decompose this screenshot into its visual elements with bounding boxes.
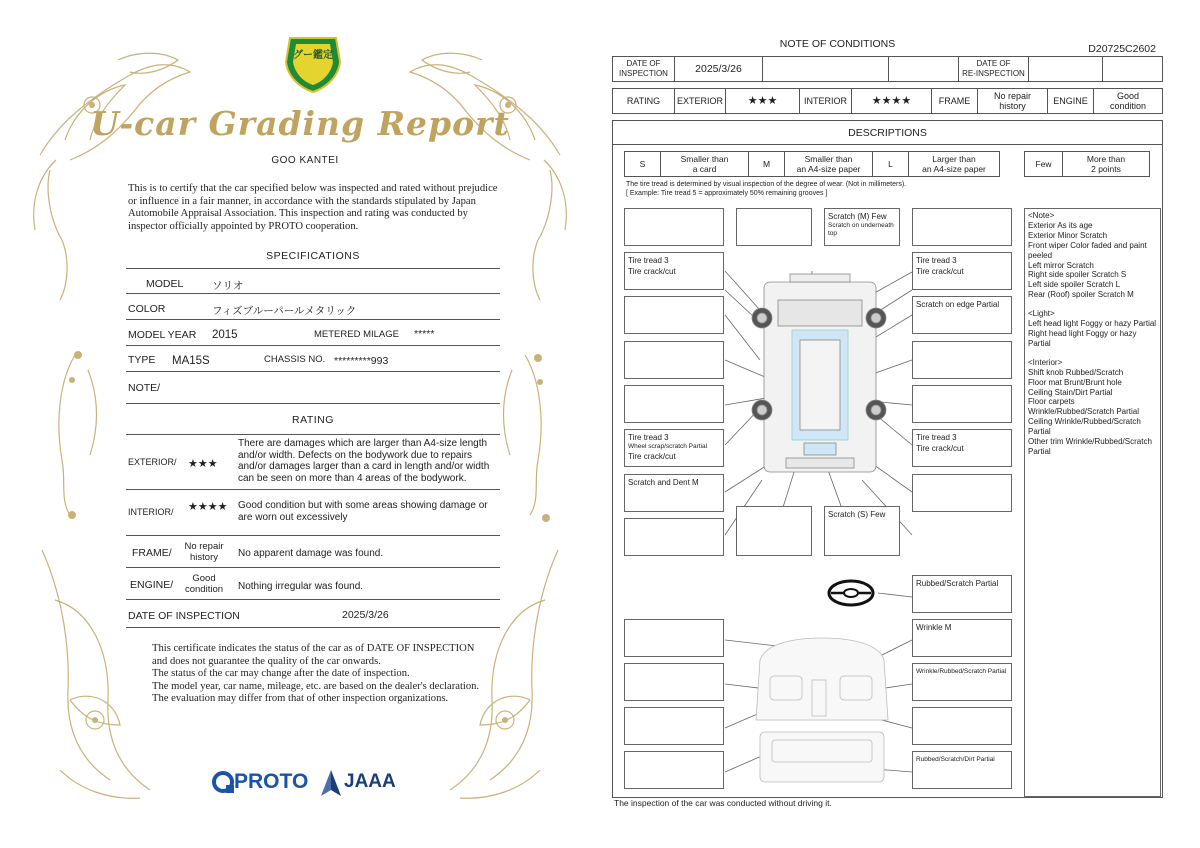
report-subtitle: GOO KANTEI: [271, 155, 339, 166]
footnote-line-1: This certificate indicates the status of the car as of DATE OF INSPECTION and does not guarantee the quality of the car onwards.: [152, 643, 475, 667]
legend-l-desc: Larger than an A4-size paper: [909, 152, 1000, 177]
condition-box-steering: [912, 575, 1012, 613]
car-interior-view-icon: [756, 638, 888, 782]
light-heading: <Light>: [1028, 309, 1055, 319]
specifications-heading: SPECIFICATIONS: [266, 250, 360, 262]
descriptions-heading: DESCRIPTIONS: [613, 121, 1162, 145]
condition-box-rsd: [912, 751, 1012, 789]
rsd-text: Rubbed/Scratch/Dirt Partial: [916, 756, 995, 763]
spec-row-type: [126, 346, 500, 372]
condition-box-wrs: [912, 663, 1012, 701]
condition-box-right-rear-door: [912, 385, 1012, 423]
condition-box-interior-4: [912, 707, 1012, 745]
jaaa-logo-text: JAAA: [344, 771, 396, 792]
note-label: NOTE/: [128, 382, 161, 394]
rating-summary-table: [612, 88, 1163, 114]
rr-crack-text: Tire crack/cut: [916, 444, 964, 453]
note-heading: <Note>: [1028, 211, 1055, 220]
interior-line: Shift knob Rubbed/Scratch: [1028, 367, 1124, 377]
date-inspection-empty: [763, 57, 889, 82]
exterior-label: EXTERIOR/: [128, 457, 177, 467]
conditions-title: NOTE OF CONDITIONS: [779, 38, 896, 50]
condition-box-left-rear-door: [624, 385, 724, 423]
interior-line: Floor mat Brunt/Brunt hole: [1028, 377, 1122, 387]
condition-box-rear-left: [624, 518, 724, 556]
engine-value-line-2: condition: [184, 584, 224, 595]
note-line: Left mirror Scratch: [1028, 260, 1094, 270]
date-reinspection-empty: [1103, 57, 1163, 82]
condition-box-left-rear-quarter: [624, 474, 724, 512]
wrs-text: Wrinkle/Rubbed/Scratch Partial: [916, 668, 1007, 675]
date-inspection-empty-2: [889, 57, 959, 82]
scratch-m-text: Scratch (M) Few: [828, 212, 887, 221]
condition-box-front-right: [912, 208, 1012, 246]
note-line: Right side spoiler Scratch S: [1028, 270, 1127, 280]
condition-box-left-mid: [624, 341, 724, 379]
edge-text: Scratch on edge Partial: [916, 300, 1000, 309]
legend-l: L: [873, 152, 909, 177]
exterior-label: EXTERIOR: [675, 89, 726, 114]
light-line: Left head light Foggy or hazy Partial: [1028, 319, 1157, 329]
interior-line: Ceiling Stain/Dirt Partial: [1028, 387, 1113, 397]
type-value: MA15S: [172, 355, 210, 367]
footnote-line-3: The model year, car name, mileage, etc. are based on the dealer's declaration.: [152, 680, 480, 692]
spec-row-model: [126, 268, 500, 294]
condition-box-rear-centre: [736, 506, 812, 556]
legend-m: M: [749, 152, 785, 177]
color-value: フィズブルーパールメタリック: [212, 305, 357, 317]
scratch-m-sub-2: top: [828, 230, 838, 237]
frame-label: FRAME/: [132, 547, 172, 559]
steering-wheel-icon: [829, 581, 873, 605]
interior-line: Ceiling Wrinkle/Rubbed/Scratch Partial: [1028, 417, 1141, 437]
date-inspection-value: 2025/3/26: [675, 57, 763, 82]
condition-box-left-front-door: [624, 296, 724, 334]
rf-tread-text: Tire tread 3: [916, 256, 957, 265]
wrinkle-m-text: Wrinkle M: [916, 623, 952, 632]
condition-box-right-rear-quarter: [912, 474, 1012, 512]
lr-tread-text: Tire tread 3: [628, 433, 669, 442]
frame-description: No apparent damage was found.: [238, 548, 384, 559]
tread-note-line-1: The tire tread is determined by visual inspection of the degree of wear. (Not in millimeters).: [626, 181, 907, 188]
interior-label: INTERIOR/: [128, 507, 174, 517]
condition-box-wrinkle: [912, 619, 1012, 657]
condition-box-left-front-tire: [624, 252, 724, 290]
rating-label: RATING: [613, 89, 675, 114]
inspection-footer-note: The inspection of the car was conducted without driving it.: [614, 798, 832, 808]
certificate-footnote: [152, 643, 482, 706]
engine-label: ENGINE: [1048, 89, 1094, 114]
condition-box-interior-5: [624, 751, 724, 789]
engine-value: Good condition: [1094, 89, 1163, 114]
frame-value: [176, 541, 232, 563]
condition-box-interior-1: [624, 619, 724, 657]
scratch-s-text: Scratch (S) Few: [828, 510, 886, 519]
metered-milage-value: *****: [414, 328, 435, 340]
car-top-view-icon: [752, 274, 886, 472]
interior-stars: ★★★★: [188, 501, 228, 513]
issuer-logos: [212, 768, 402, 802]
note-line: Exterior As its age: [1028, 220, 1093, 230]
exterior-stars: ★★★: [188, 458, 218, 470]
exterior-description: There are damages which are larger than A4-size length and/or width. Defects on the bodywork due to repairs and/or damages larger than a card in length and/or width can be seen on more than 4 areas of the bodywork.: [238, 438, 490, 484]
interior-stars: ★★★★: [852, 89, 932, 114]
notes-panel: [1024, 208, 1161, 797]
condition-box-front-centre: [736, 208, 812, 246]
tread-note-line-2: [ Example: Tire tread 5 = approximately 50% remaining grooves ]: [626, 190, 828, 197]
interior-label: INTERIOR: [800, 89, 852, 114]
condition-box-right-rear-tire: [912, 429, 1012, 467]
certify-statement: This is to certify that the car specified below was inspected and rated without prejudice or influence in a fair manner, in accordance with the standards stipulated by Japan Automobile Appraisal Association. This inspection and rating was conducted by inspector officially appointed by PROTO cooperation.: [128, 183, 498, 232]
date-reinspection-value: [1029, 57, 1103, 82]
type-label: TYPE: [128, 354, 156, 366]
condition-box-right-edge: [912, 296, 1012, 334]
frame-value: No repair history: [978, 89, 1048, 114]
date-of-inspection-value: 2025/3/26: [342, 609, 389, 621]
scratch-m-sub-1: Scratch on underneath: [828, 222, 894, 229]
report-title: U-car Grading Report: [90, 104, 510, 143]
damage-size-legend: [624, 151, 1000, 177]
model-year-value: 2015: [212, 329, 238, 341]
badge-label: グー鑑定: [293, 50, 333, 61]
proto-logo-icon: [212, 771, 236, 795]
light-line: Right head light Foggy or hazy Partial: [1028, 328, 1137, 348]
condition-box-interior-2: [624, 663, 724, 701]
chassis-value: *********993: [334, 355, 389, 367]
model-year-label: MODEL YEAR: [128, 329, 197, 341]
interior-line: Floor carpets Wrinkle/Rubbed/Scratch Partial: [1028, 397, 1140, 417]
legend-more: More than 2 points: [1063, 152, 1150, 177]
legend-few: Few: [1025, 152, 1063, 177]
dent-text: Scratch and Dent M: [628, 478, 699, 487]
notes-section: [1028, 211, 1157, 300]
condition-box-right-front-tire: [912, 252, 1012, 290]
condition-box-front-left: [624, 208, 724, 246]
frame-value-line-2: history: [190, 552, 218, 563]
rating-heading: RATING: [292, 414, 334, 426]
condition-box-rear-bumper: [824, 506, 900, 556]
engine-label: ENGINE/: [130, 579, 174, 591]
engine-value: [176, 573, 232, 595]
note-of-conditions: [600, 0, 1200, 848]
metered-milage-label: METERED MILAGE: [314, 329, 399, 340]
spec-row-note: [126, 372, 500, 404]
date-inspection-label: DATE OF INSPECTION: [613, 57, 675, 82]
model-value: ソリオ: [212, 280, 244, 292]
frame-value-line-1: No repair: [184, 541, 224, 552]
interior-heading: <Interior>: [1028, 357, 1063, 367]
condition-box-front-roof: [824, 208, 900, 246]
proto-logo-text: PROTO: [234, 770, 309, 793]
legend-s: S: [625, 152, 661, 177]
lf-tread-text: Tire tread 3: [628, 256, 669, 265]
report-code: D20725C2602: [1088, 43, 1156, 55]
engine-value-line-1: Good: [192, 573, 216, 584]
rating-row-date: [126, 600, 500, 628]
inspection-dates-table: [612, 56, 1163, 82]
steering-text: Rubbed/Scratch Partial: [916, 579, 999, 588]
lr-wheel-text: Wheel scrap/scratch Partial: [628, 443, 708, 450]
exterior-stars: ★★★: [726, 89, 800, 114]
model-label: MODEL: [146, 278, 184, 290]
tread-note: [626, 180, 1006, 198]
legend-m-desc: Smaller than an A4-size paper: [785, 152, 873, 177]
condition-box-interior-3: [624, 707, 724, 745]
rr-tread-text: Tire tread 3: [916, 433, 957, 442]
lf-crack-text: Tire crack/cut: [628, 267, 676, 276]
interior-line: Other trim Wrinkle/Rubbed/Scratch Partial: [1028, 437, 1152, 456]
color-label: COLOR: [128, 303, 166, 315]
legend-s-desc: Smaller than a card: [661, 152, 749, 177]
rf-crack-text: Tire crack/cut: [916, 267, 964, 276]
engine-description: Nothing irregular was found.: [238, 581, 364, 592]
lr-crack-text: Tire crack/cut: [628, 452, 676, 461]
footnote-line-2: The status of the car may change after the date of inspection.: [152, 668, 410, 679]
damage-count-legend: [1024, 151, 1150, 177]
chassis-label: CHASSIS NO.: [264, 354, 326, 365]
frame-label: FRAME: [932, 89, 978, 114]
interior-description: Good condition but with some areas showing damage or are worn out excessively: [238, 500, 488, 523]
condition-box-left-rear-tire: [624, 429, 724, 467]
footnote-line-4: The evaluation may differ from that of other inspection organizations.: [152, 693, 449, 704]
spec-row-color: [126, 294, 500, 320]
note-line: Rear (Roof) spoiler Scratch M: [1028, 290, 1134, 300]
date-reinspection-label: DATE OF RE-INSPECTION: [959, 57, 1029, 82]
jaaa-logo-icon: [320, 769, 342, 797]
note-line: Front wiper Color faded and paint peeled: [1028, 240, 1147, 260]
condition-box-right-mid: [912, 341, 1012, 379]
spec-row-year: [126, 320, 500, 346]
note-line: Exterior Minor Scratch: [1028, 230, 1108, 240]
light-section: [1028, 309, 1157, 349]
note-line: Left side spoiler Scratch L: [1028, 280, 1121, 290]
interior-section: [1028, 358, 1157, 457]
date-of-inspection-label: DATE OF INSPECTION: [128, 610, 240, 622]
